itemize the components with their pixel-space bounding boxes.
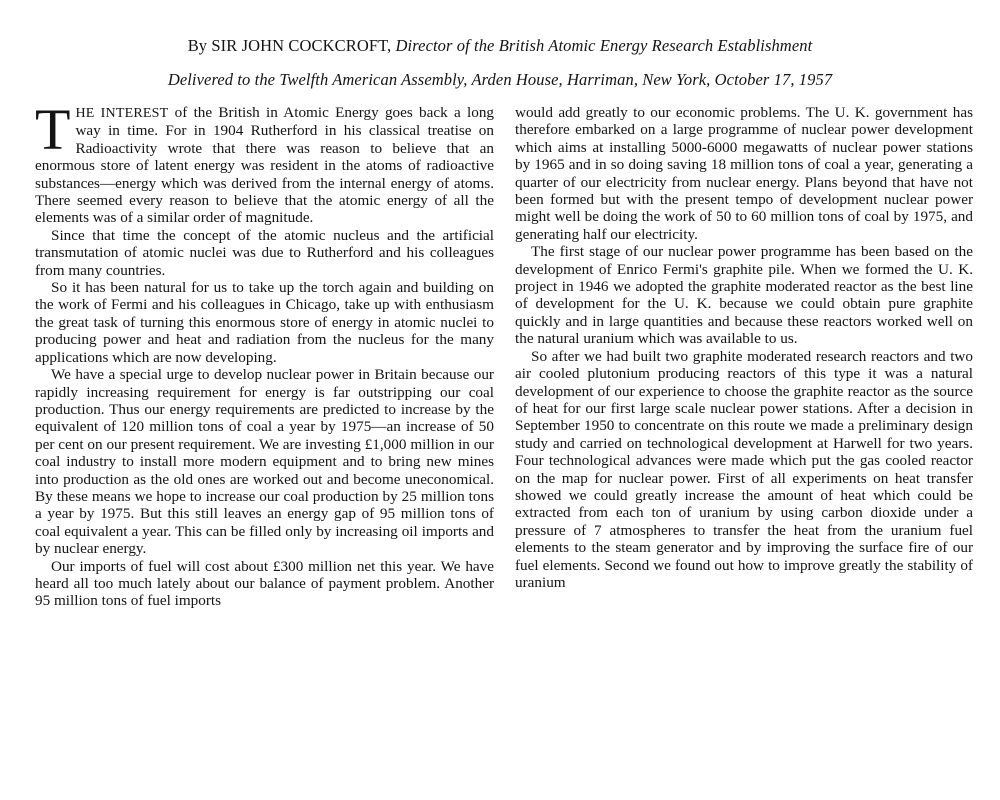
- delivery-note: Delivered to the Twelfth American Assembly, Arden House, Harriman, New York, October 17, 1957: [167, 70, 833, 89]
- paragraph-7: So after we had built two graphite moderated research reactors and two air cooled plutonium producing reactors of this type it was a natural development of our experience to choose the graphite reactor as the source of heat for our first large scale nuclear power stations. After a decision in September 1950 to concentrate on this route we made a preliminary design study and carried on technological development at Harwell for two years. Four technological advances were made which put the gas cooled reactor on the map for nuclear power. First of all experiments on heat transfer showed we could greatly increase the amount of heat which could be extracted from each ton of uranium by using carbon dioxide under a pressure of 7 atmospheres to transfer the heat from the uranium fuel elements to the steam generator and by improving the surface fire of our fuel elements. Second we found out how to improve greatly the stability of uranium: [515, 347, 973, 591]
- paragraph-3: So it has been natural for us to take up the torch again and building on the work of Fermi and his colleagues in Chicago, take up with enthusiasm the great task of turning this enormous store of energy in atomic nuclei to producing power and heat and radiation from the nucleus for the many applications which are now developing.: [35, 279, 494, 366]
- author-name: By SIR JOHN COCKCROFT,: [187, 36, 392, 55]
- drop-cap: T: [35, 97, 71, 162]
- paragraph-5: Our imports of fuel will cost about £300 million net this year. We have heard all too much lately about our balance of payment problem. Another 95 million tons of fuel imports: [35, 557, 494, 610]
- paragraph-5-continued: would add greatly to our economic problems. The U. K. government has therefore embarked on a large programme of nuclear power development which aims at installing 5000-6000 megawatts of nuclear power stations by 1965 and in so doing saving 18 million tons of coal a year, generating a quarter of our electricity from nuclear energy. Plans beyond that have not been formed but with the present tempo of development nuclear power might well be doing the work of 50 to 60 million tons of coal by 1975, and generating half our electricity.: [515, 104, 973, 243]
- right-column: [515, 104, 973, 591]
- paragraph-6: The first stage of our nuclear power programme has been based on the development of Enrico Fermi's graphite pile. When we formed the U. K. project in 1946 we adopted the graphite moderated reactor as the best line of development for the U. K. because we could obtain pure graphite quickly and in large quantities and because these reactors worked well on the natural uranium which was available to us.: [515, 243, 973, 348]
- paragraph-1-text: of the British in Atomic Energy goes back a long way in time. For in 1904 Rutherford in his classical treatise on Radioactivity wrote that there was reason to believe that an enormous store of latent energy was resident in the atoms of radioactive substances—energy which was derived from the internal energy of atoms. There seemed every reason to believe that the atomic energy of all the elements was of a similar order of magnitude.: [35, 104, 495, 227]
- paragraph-2: Since that time the concept of the atomic nucleus and the artificial transmutation of atomic nuclei was due to Rutherford and his colleagues from many countries.: [35, 226, 494, 279]
- paragraph-1: [35, 97, 495, 227]
- byline: [0, 36, 1000, 56]
- author-title: Director of the British Atomic Energy Research Establishment: [395, 36, 813, 55]
- left-column: [35, 97, 495, 610]
- paragraph-4: We have a special urge to develop nuclear power in Britain because our rapidly increasing requirement for energy is far outstripping our coal production. Thus our energy requirements are predicted to increase by the equivalent of 120 million tons of coal a year by 1975—an increase of 50 per cent on our present requirement. We are investing £1,000 million in our coal industry to install more modern equipment and to bring new mines into production as the old ones are worked out and become uneconomical. By these means we hope to increase our coal production by 25 million tons a year by 1975. But this still leaves an energy gap of 95 million tons of coal equivalent a year. This can be filled only by increasing oil imports and by nuclear energy.: [35, 366, 494, 558]
- lead-in: HE INTEREST: [75, 106, 169, 121]
